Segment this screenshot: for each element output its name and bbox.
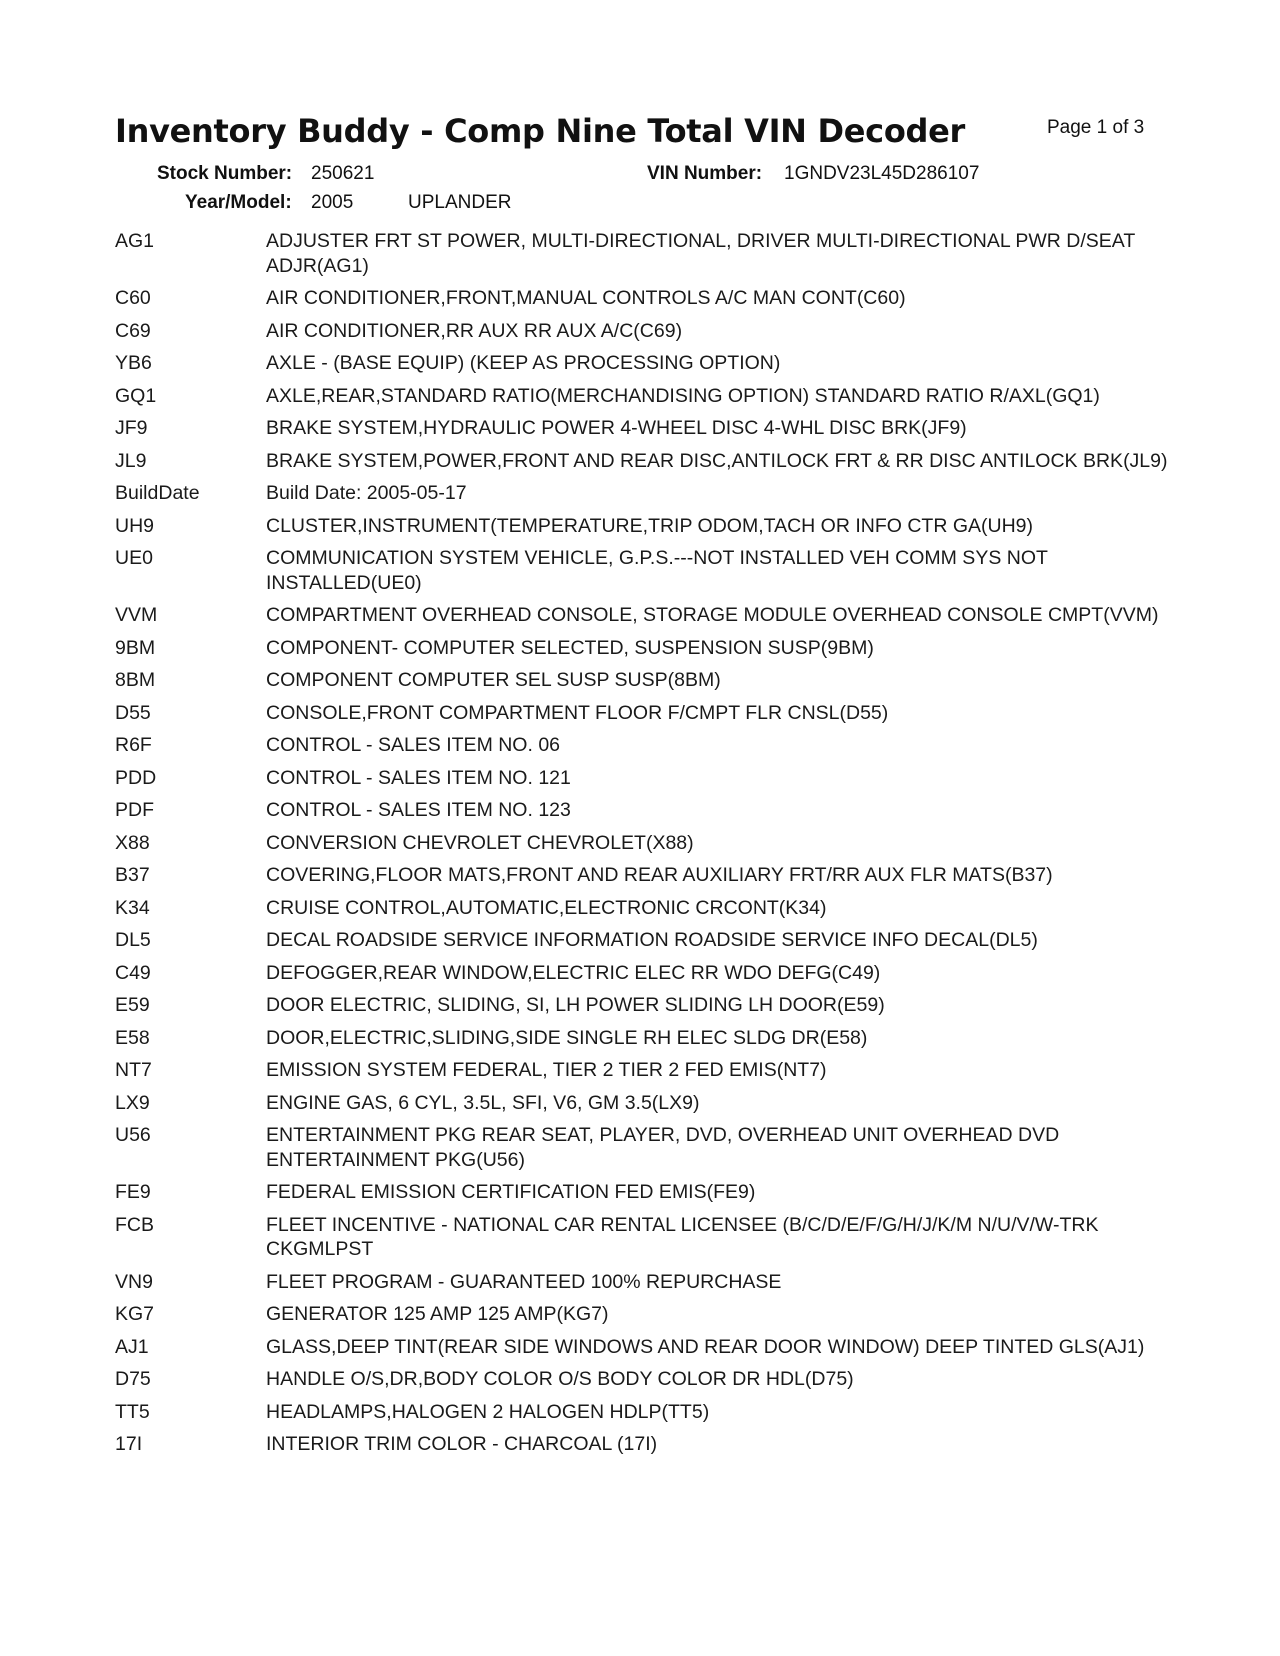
stock-number-value: 250621 <box>311 163 375 184</box>
option-code: FCB <box>115 1213 154 1236</box>
option-row <box>115 766 1170 791</box>
option-code: UH9 <box>115 514 155 537</box>
option-row <box>115 896 1170 921</box>
option-code: R6F <box>115 734 152 756</box>
option-description: HEADLAMPS,HALOGEN 2 HALOGEN HDLP(TT5) <box>266 1400 710 1423</box>
option-description: COMPARTMENT OVERHEAD CONSOLE, STORAGE MODULE OVERHEAD CONSOLE CMPT(VVM) <box>266 604 1159 626</box>
option-row <box>115 351 1170 376</box>
option-code: JF9 <box>115 417 148 439</box>
option-code: GQ1 <box>115 384 157 407</box>
option-code: LX9 <box>115 1091 150 1114</box>
option-description: GENERATOR 125 AMP 125 AMP(KG7) <box>266 1303 609 1325</box>
option-row <box>115 993 1170 1018</box>
option-description: FEDERAL EMISSION CERTIFICATION FED EMIS(FE9) <box>266 1181 756 1203</box>
option-description: COVERING,FLOOR MATS,FRONT AND REAR AUXILIARY FRT/RR AUX FLR MATS(B37) <box>266 864 1053 886</box>
option-code: NT7 <box>115 1059 152 1081</box>
option-code: PDD <box>115 766 157 789</box>
option-description: EMISSION SYSTEM FEDERAL, TIER 2 TIER 2 FED EMIS(NT7) <box>266 1059 827 1081</box>
option-row <box>115 384 1170 409</box>
option-description: DEFOGGER,REAR WINDOW,ELECTRIC ELEC RR WDO DEFG(C49) <box>266 961 881 984</box>
option-code: D75 <box>115 1368 151 1390</box>
option-code: D55 <box>115 701 151 724</box>
option-code: FE9 <box>115 1181 151 1203</box>
model-value: UPLANDER <box>408 192 512 213</box>
option-description: AIR CONDITIONER,FRONT,MANUAL CONTROLS A/C MAN CONT(C60) <box>266 287 906 309</box>
option-code: C60 <box>115 287 151 309</box>
option-code: 8BM <box>115 669 156 691</box>
option-description: CONSOLE,FRONT COMPARTMENT FLOOR F/CMPT FLR CNSL(D55) <box>266 701 889 724</box>
option-code: VVM <box>115 604 158 626</box>
option-code: YB6 <box>115 352 152 374</box>
option-description: INTERIOR TRIM COLOR - CHARCOAL (17I) <box>266 1433 658 1455</box>
option-description: CONTROL - SALES ITEM NO. 121 <box>266 766 571 789</box>
option-description: HANDLE O/S,DR,BODY COLOR O/S BODY COLOR DR HDL(D75) <box>266 1368 854 1390</box>
option-description: CONTROL - SALES ITEM NO. 123 <box>266 799 571 821</box>
option-description: CONVERSION CHEVROLET CHEVROLET(X88) <box>266 831 694 854</box>
option-description: DOOR,ELECTRIC,SLIDING,SIDE SINGLE RH ELEC SLDG DR(E58) <box>266 1026 868 1049</box>
option-description: FLEET INCENTIVE - NATIONAL CAR RENTAL LICENSEE (B/C/D/E/F/G/H/J/K/M N/U/V/W-TRK CKGMLPST <box>266 1213 1099 1260</box>
option-description: CLUSTER,INSTRUMENT(TEMPERATURE,TRIP ODOM,TACH OR INFO CTR GA(UH9) <box>266 514 1034 537</box>
option-code: C49 <box>115 961 151 984</box>
option-code: AG1 <box>115 230 155 252</box>
option-row <box>115 1270 1170 1295</box>
stock-number-label: Stock Number: <box>157 163 293 184</box>
option-description: ADJUSTER FRT ST POWER, MULTI-DIRECTIONAL, DRIVER MULTI-DIRECTIONAL PWR D/SEAT ADJR(AG1) <box>266 230 1135 277</box>
option-row <box>115 481 1170 506</box>
option-code: U56 <box>115 1124 151 1146</box>
option-code: 17I <box>115 1433 143 1455</box>
option-row <box>115 1091 1170 1116</box>
option-description: DECAL ROADSIDE SERVICE INFORMATION ROADSIDE SERVICE INFO DECAL(DL5) <box>266 929 1038 951</box>
option-description: DOOR ELECTRIC, SLIDING, SI, LH POWER SLIDING LH DOOR(E59) <box>266 994 885 1016</box>
option-code: PDF <box>115 799 154 821</box>
vin-number-label: VIN Number: <box>647 163 763 184</box>
option-description: CRUISE CONTROL,AUTOMATIC,ELECTRONIC CRCONT(K34) <box>266 896 827 919</box>
option-row <box>115 1400 1170 1425</box>
option-row <box>115 1026 1170 1051</box>
option-description: AXLE - (BASE EQUIP) (KEEP AS PROCESSING OPTION) <box>266 352 781 374</box>
year-model-label: Year/Model: <box>185 192 292 213</box>
option-code: AJ1 <box>115 1335 149 1358</box>
option-description: ENGINE GAS, 6 CYL, 3.5L, SFI, V6, GM 3.5(LX9) <box>266 1091 700 1114</box>
option-row <box>115 1432 1170 1457</box>
option-code: C69 <box>115 319 151 342</box>
option-description: AIR CONDITIONER,RR AUX RR AUX A/C(C69) <box>266 319 683 342</box>
vin-number-value: 1GNDV23L45D286107 <box>784 163 980 184</box>
option-description: COMPONENT- COMPUTER SELECTED, SUSPENSION SUSP(9BM) <box>266 636 874 659</box>
option-row <box>115 546 1170 595</box>
option-row <box>115 733 1170 758</box>
option-description: CONTROL - SALES ITEM NO. 06 <box>266 734 561 756</box>
option-row <box>115 668 1170 693</box>
option-code: X88 <box>115 831 150 854</box>
option-description: AXLE,REAR,STANDARD RATIO(MERCHANDISING OPTION) STANDARD RATIO R/AXL(GQ1) <box>266 384 1100 407</box>
option-row <box>115 1302 1170 1327</box>
option-code: KG7 <box>115 1303 155 1325</box>
option-description: COMMUNICATION SYSTEM VEHICLE, G.P.S.---NOT INSTALLED VEH COMM SYS NOT INSTALLED(UE0) <box>266 547 1048 594</box>
option-row <box>115 319 1170 344</box>
option-row <box>115 229 1170 278</box>
option-code: E58 <box>115 1026 150 1049</box>
option-description: Build Date: 2005-05-17 <box>266 482 467 504</box>
option-row <box>115 1367 1170 1392</box>
option-code: TT5 <box>115 1400 150 1423</box>
option-code: BuildDate <box>115 482 200 504</box>
year-value: 2005 <box>311 192 354 213</box>
option-description: FLEET PROGRAM - GUARANTEED 100% REPURCHASE <box>266 1270 782 1293</box>
option-row <box>115 1058 1170 1083</box>
option-row <box>115 603 1170 628</box>
option-row <box>115 831 1170 856</box>
option-row <box>115 1123 1170 1172</box>
option-description: COMPONENT COMPUTER SEL SUSP SUSP(8BM) <box>266 669 721 691</box>
option-row <box>115 928 1170 953</box>
option-row <box>115 1213 1170 1262</box>
option-description: GLASS,DEEP TINT(REAR SIDE WINDOWS AND REAR DOOR WINDOW) DEEP TINTED GLS(AJ1) <box>266 1335 1145 1358</box>
document-title: Inventory Buddy - Comp Nine Total VIN Decoder <box>115 112 966 150</box>
option-row <box>115 636 1170 661</box>
option-row <box>115 863 1170 888</box>
option-row <box>115 416 1170 441</box>
option-code: B37 <box>115 864 150 886</box>
option-row <box>115 701 1170 726</box>
page-number: Page 1 of 3 <box>1047 117 1145 138</box>
option-code-list <box>115 229 1170 1465</box>
option-description: ENTERTAINMENT PKG REAR SEAT, PLAYER, DVD, OVERHEAD UNIT OVERHEAD DVD ENTERTAINMENT PKG(U56) <box>266 1124 1060 1171</box>
option-row <box>115 1180 1170 1205</box>
option-row <box>115 1335 1170 1360</box>
option-code: E59 <box>115 994 150 1016</box>
option-description: BRAKE SYSTEM,HYDRAULIC POWER 4-WHEEL DISC 4-WHL DISC BRK(JF9) <box>266 417 967 439</box>
option-row <box>115 286 1170 311</box>
option-code: K34 <box>115 896 150 919</box>
option-row <box>115 514 1170 539</box>
option-row <box>115 961 1170 986</box>
option-row <box>115 449 1170 474</box>
option-code: JL9 <box>115 449 147 472</box>
option-code: 9BM <box>115 636 156 659</box>
option-code: UE0 <box>115 547 153 569</box>
option-code: DL5 <box>115 929 151 951</box>
option-row <box>115 798 1170 823</box>
option-description: BRAKE SYSTEM,POWER,FRONT AND REAR DISC,ANTILOCK FRT & RR DISC ANTILOCK BRK(JL9) <box>266 449 1168 472</box>
option-code: VN9 <box>115 1270 153 1293</box>
